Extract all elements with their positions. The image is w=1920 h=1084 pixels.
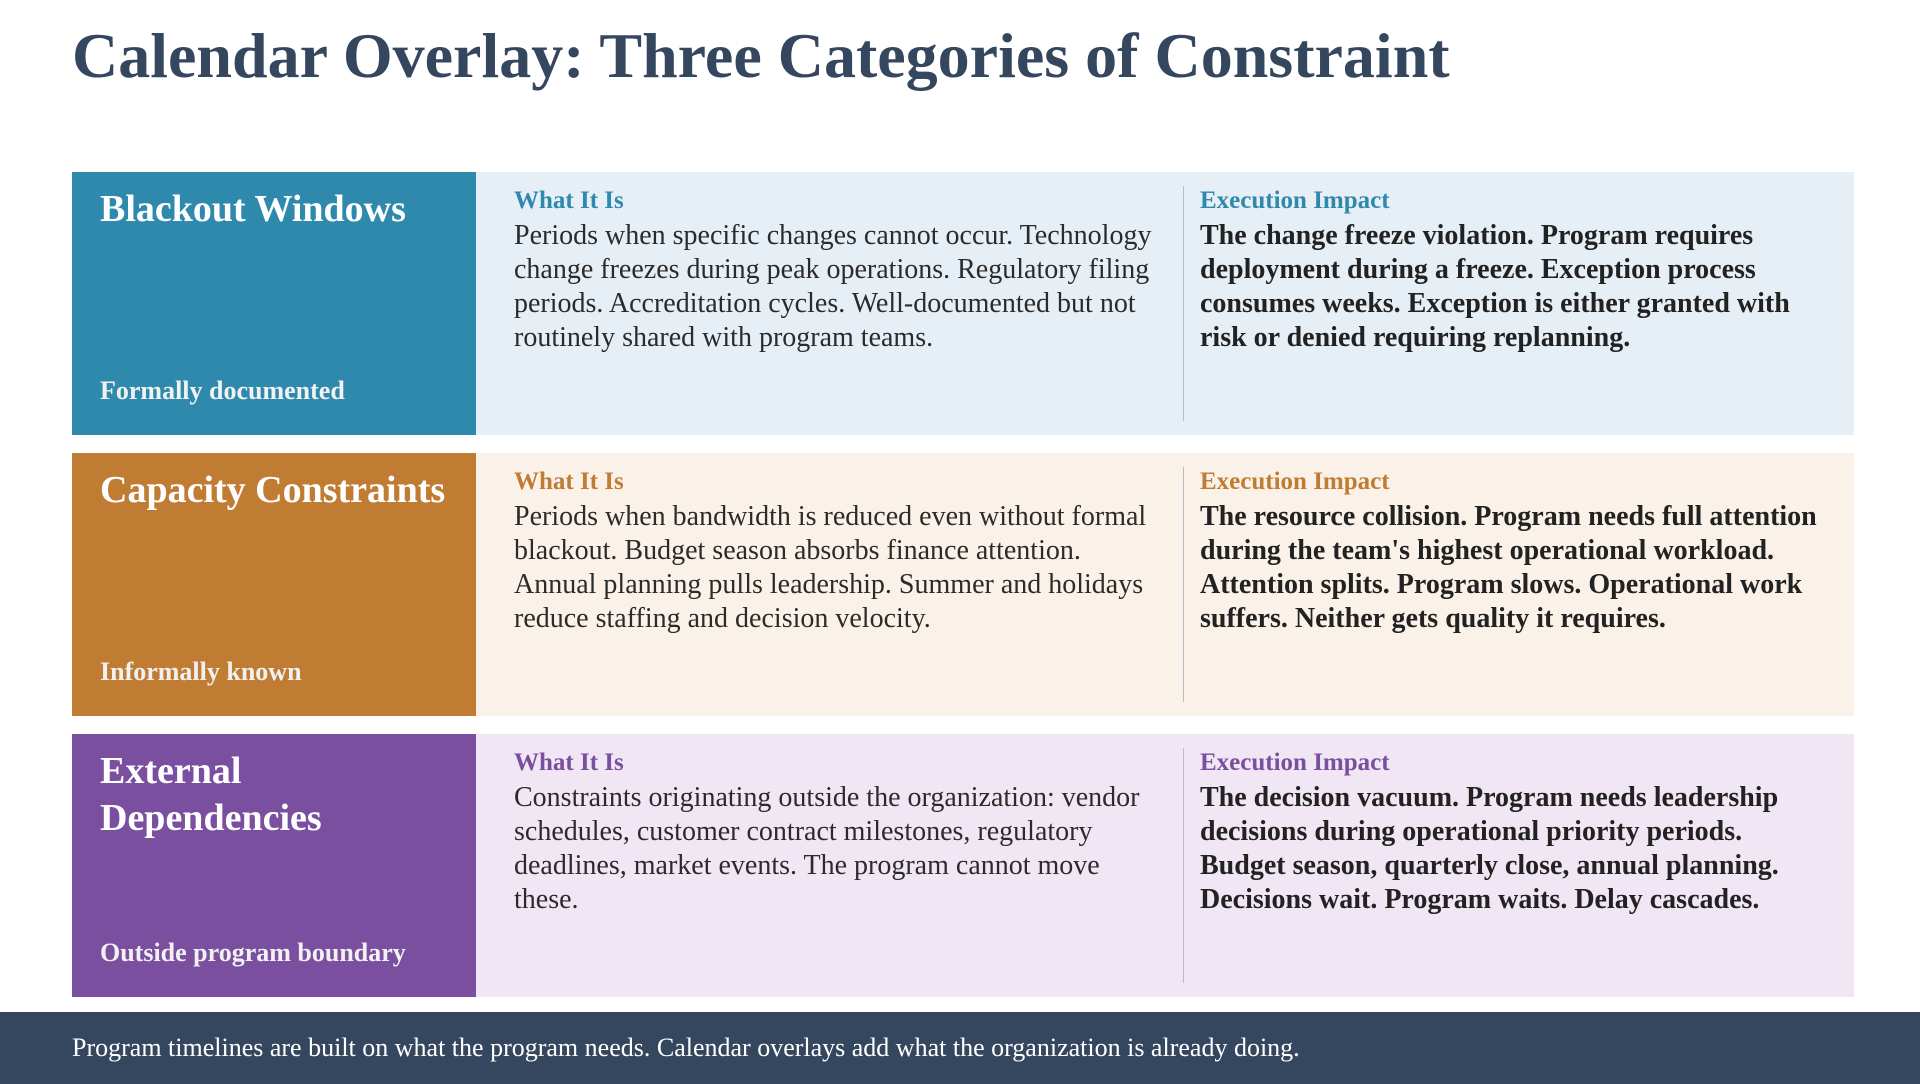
what-it-is-column [476,186,1184,421]
what-it-is-text: Constraints originating outside the organization: vendor schedules, customer contract milestones, regulatory deadlines, market events. The program cannot move these. [514,782,1140,915]
page-title: Calendar Overlay: Three Categories of Constraint [72,20,1450,91]
what-it-is-text: Periods when specific changes cannot occur. Technology change freezes during peak operations. Regulatory filing periods. Accreditation cycles. Well-documented but not routinely shared with program teams. [514,220,1152,353]
footer-banner [0,1012,1920,1084]
category-note: Informally known [100,657,302,686]
row-content [476,172,1854,435]
what-it-is-heading: What It Is [514,749,624,776]
what-it-is-heading: What It Is [514,187,624,214]
execution-impact-column [1184,467,1854,702]
execution-impact-text: The decision vacuum. Program needs leadership decisions during operational priority periods. Budget season, quarterly close, annual planning. Decisions wait. Program waits. Delay cascades. [1200,782,1779,915]
category-note: Formally documented [100,376,345,405]
row-capacity-constraints [72,453,1854,716]
category-name: Blackout Windows [100,188,406,230]
category-name: External Dependencies [100,750,322,839]
execution-impact-text: The change freeze violation. Program requires deployment during a freeze. Exception process consumes weeks. Exception is either granted with risk or denied requiring replanning. [1200,220,1790,353]
row-content [476,453,1854,716]
constraint-table [72,172,1854,997]
row-content [476,734,1854,997]
execution-impact-text: The resource collision. Program needs full attention during the team's highest operational workload. Attention splits. Program slows. Operational work suffers. Neither gets quality it requires. [1200,501,1817,634]
footer-text: Program timelines are built on what the program needs. Calendar overlays add what the organization is already doing. [72,1033,1300,1062]
category-label-block [72,172,476,435]
execution-impact-heading: Execution Impact [1200,187,1390,214]
what-it-is-column [476,748,1184,983]
execution-impact-column [1184,748,1854,983]
category-name: Capacity Constraints [100,469,446,511]
execution-impact-heading: Execution Impact [1200,749,1390,776]
what-it-is-text: Periods when bandwidth is reduced even without formal blackout. Budget season absorbs finance attention. Annual planning pulls leadership. Summer and holidays reduce staffing and decision velocity. [514,501,1147,634]
execution-impact-heading: Execution Impact [1200,468,1390,495]
what-it-is-heading: What It Is [514,468,624,495]
category-label-block [72,453,476,716]
row-external-dependencies [72,734,1854,997]
execution-impact-column [1184,186,1854,421]
category-note: Outside program boundary [100,938,406,967]
what-it-is-column [476,467,1184,702]
row-blackout-windows [72,172,1854,435]
category-label-block [72,734,476,997]
